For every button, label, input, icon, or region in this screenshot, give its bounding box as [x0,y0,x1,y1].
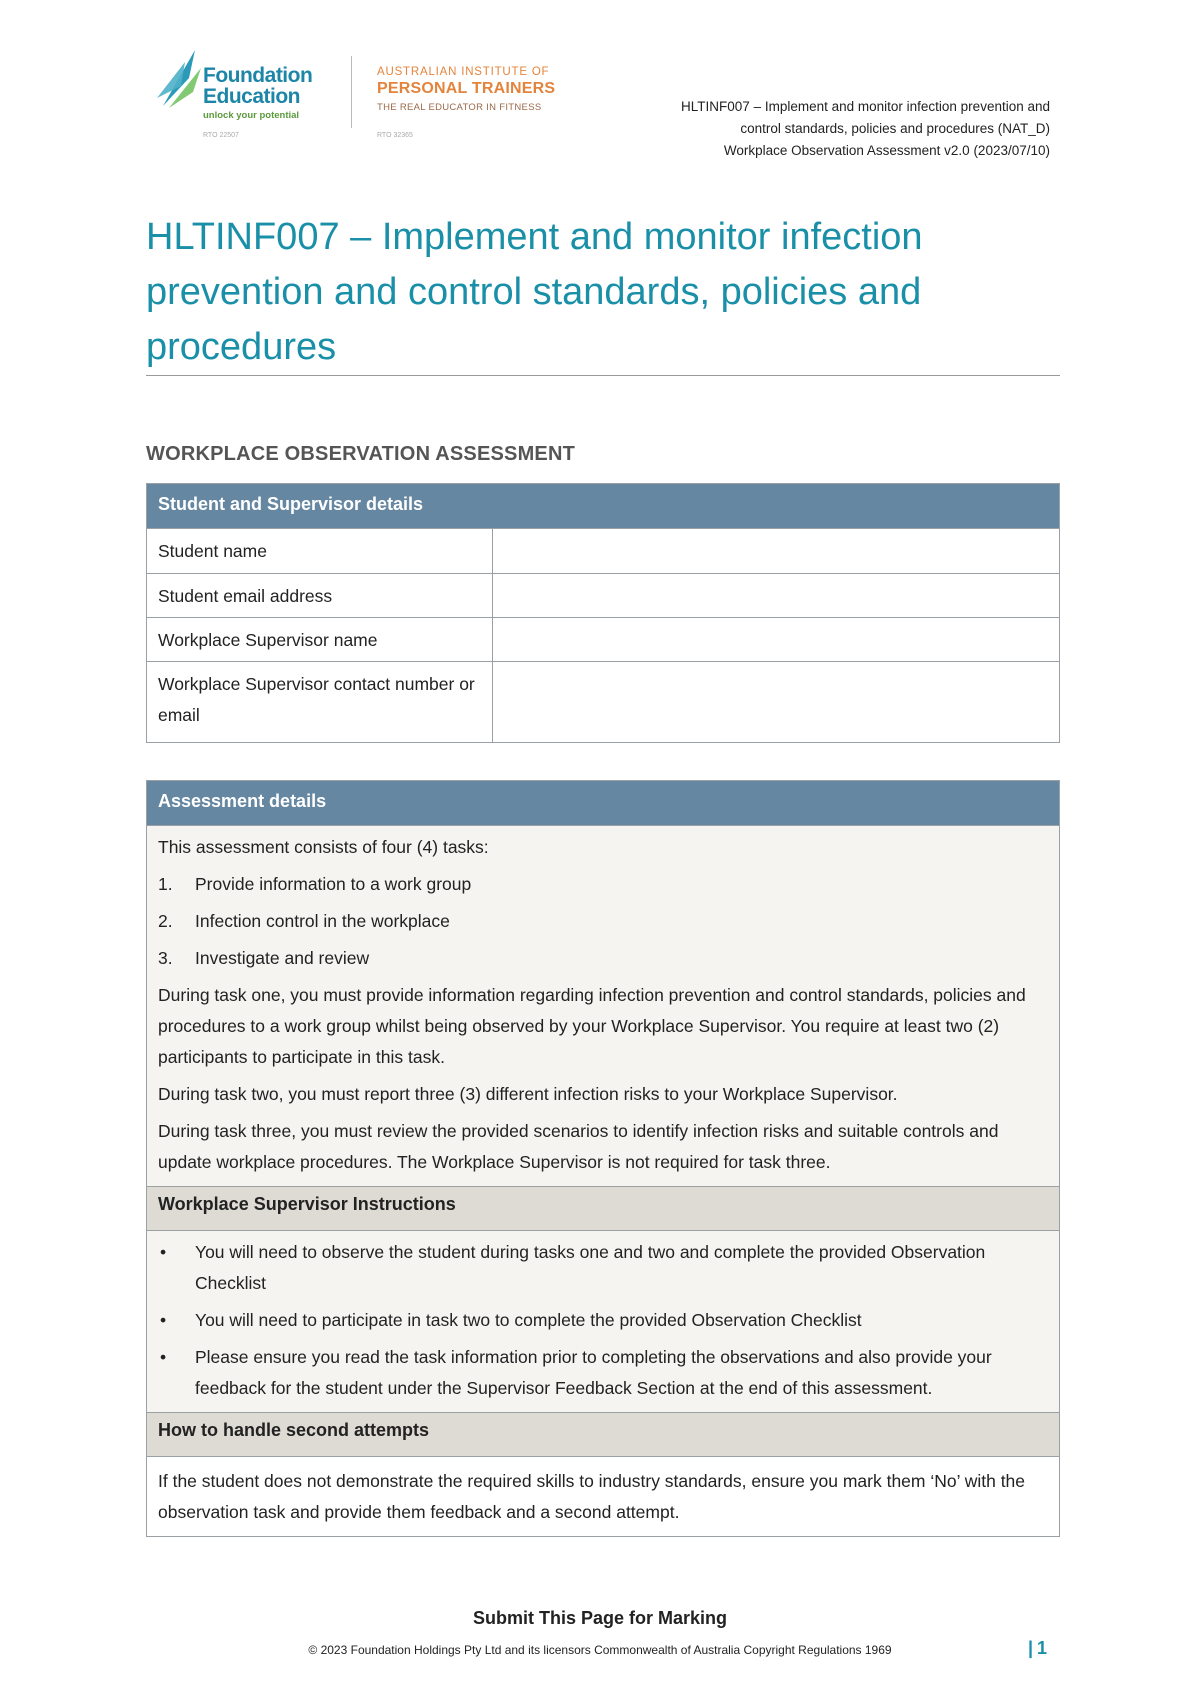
copyright-notice: © 2023 Foundation Holdings Pty Ltd and its licensors Commonwealth of Australia Copyright Regulations 1969 [308,1643,892,1657]
supervisor-name-field[interactable] [493,618,1060,662]
supervisor-instructions-list [158,1237,1048,1404]
student-email-field[interactable] [493,574,1060,618]
assessment-table-header: Assessment details [147,781,1060,826]
document-title: HLTINF007 – Implement and monitor infection prevention and control standards, policies and procedures [146,216,923,368]
supervisor-contact-field[interactable] [493,662,1060,743]
supervisor-name-label: Workplace Supervisor name [147,618,493,662]
task-list [158,869,1048,974]
logo-divider [351,56,352,128]
task-one-paragraph: During task one, you must provide information regarding infection prevention and control standards, policies and procedures to a work group whilst being observed by your Workplace Supervisor. You require at least two (2) participants to participate in this task. [158,985,1026,1067]
list-item: 3. Investigate and review [158,948,370,968]
fe-rto-number: RTO 22507 [203,132,239,139]
list-item: • Please ensure you read the task information prior to completing the observations and also provide your feedback for the student under the Supervisor Feedback Section at the end of this assessment. [158,1342,1048,1404]
supervisor-instructions-header: Workplace Supervisor Instructions [147,1187,1060,1231]
table-row [147,662,1060,743]
submit-page-note: Submit This Page for Marking [472,1608,728,1628]
assessment-details-body [147,826,1060,1187]
foundation-education-logo-icon [155,48,205,110]
student-supervisor-details-table [146,483,1060,743]
table-row [147,618,1060,662]
assessment-details-table [146,780,1060,1537]
list-item: 2. Infection control in the workplace [158,911,450,931]
section-heading: WORKPLACE OBSERVATION ASSESSMENT [146,443,576,465]
aipt-rto-number: RTO 32365 [377,132,413,139]
aipt-logo-line3: THE REAL EDUCATOR IN FITNESS [377,102,542,113]
list-item: • You will need to observe the student during tasks one and two and complete the provided Observation Checklist [158,1237,1048,1299]
bullet-icon: • [160,1242,167,1262]
supervisor-instructions-body [147,1231,1060,1413]
assessment-intro: This assessment consists of four (4) tasks: [158,837,489,857]
bullet-icon: • [160,1347,167,1367]
bullet-icon: • [160,1310,167,1330]
aipt-logo-line1: AUSTRALIAN INSTITUTE OF [377,66,550,78]
header-logos [155,48,565,148]
student-name-field[interactable] [493,529,1060,574]
document-reference: HLTINF007 – Implement and monitor infection prevention and control standards, policies and procedures (NAT_D) Workplace Observation Assessment v2.0 (2023/07/10) [681,99,1050,158]
student-email-label: Student email address [147,574,493,618]
table-row [147,574,1060,618]
table-row [147,529,1060,574]
details-table-header: Student and Supervisor details [147,484,1060,529]
aipt-logo-line2: PERSONAL TRAINERS [377,80,556,97]
list-item: • You will need to participate in task two to complete the provided Observation Checklist [158,1305,1048,1336]
supervisor-contact-label: Workplace Supervisor contact number or email [147,662,493,743]
list-item: 1. Provide information to a work group [158,874,472,894]
second-attempts-header: How to handle second attempts [147,1413,1060,1457]
student-name-label: Student name [147,529,493,574]
second-attempts-text: If the student does not demonstrate the required skills to industry standards, ensure you mark them ‘No’ with the observation task and provide them feedback and a second attempt. [147,1457,1060,1537]
fe-logo-tagline: unlock your potential [203,110,300,121]
fe-logo-name: Foundation Education [203,64,313,108]
task-three-paragraph: During task three, you must review the provided scenarios to identify infection risks and suitable controls and update workplace procedures. The Workplace Supervisor is not required for task three. [158,1121,999,1172]
title-divider [146,375,1060,376]
page-number: | 1 [1028,1638,1048,1658]
task-two-paragraph: During task two, you must report three (3) different infection risks to your Workplace Supervisor. [158,1084,898,1104]
